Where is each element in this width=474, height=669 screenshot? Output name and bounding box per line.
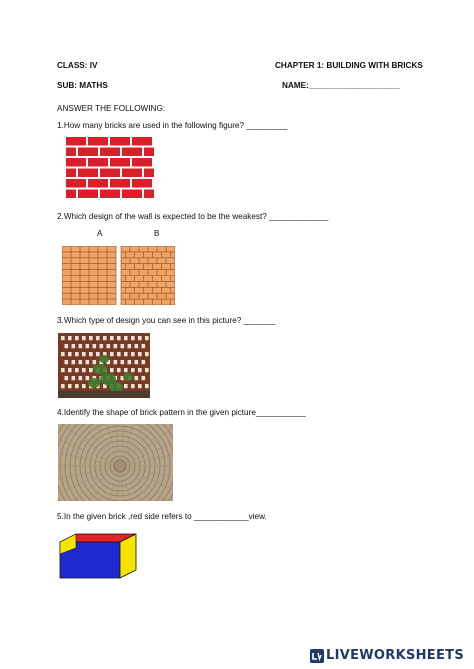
- brick: [78, 169, 98, 178]
- footer-brand-text: LIVEWORKSHEETS: [326, 648, 464, 663]
- brick: [66, 158, 86, 167]
- brick: [110, 179, 130, 188]
- brick: [144, 190, 154, 199]
- brick: [122, 148, 142, 157]
- brick: [100, 190, 120, 199]
- option-b-label: B: [154, 229, 160, 238]
- brick: [88, 179, 108, 188]
- brick: [66, 137, 86, 146]
- brick: [110, 137, 130, 146]
- brick: [122, 169, 142, 178]
- footer-brand: [310, 648, 464, 663]
- question-1-text: 1.How many bricks are used in the following figure? _________: [57, 121, 288, 130]
- brick: [132, 179, 152, 188]
- brick: [66, 190, 76, 199]
- brick: [144, 169, 154, 178]
- option-a-label: A: [97, 229, 103, 238]
- brick: [100, 169, 120, 178]
- class-label: CLASS: IV: [57, 61, 98, 70]
- wall-a: [62, 246, 116, 305]
- brick: [132, 158, 152, 167]
- question-4-text: 4.Identify the shape of brick pattern in the given picture___________: [57, 408, 306, 417]
- chapter-title: CHAPTER 1: BUILDING WITH BRICKS: [275, 61, 423, 70]
- brick-cuboid-image: [58, 532, 138, 582]
- cuboid-side-face: [120, 534, 136, 578]
- lattice-brick-wall-photo: [58, 333, 150, 398]
- red-brick-wall-image: [66, 136, 154, 198]
- brick: [88, 137, 108, 146]
- instructions-text: ANSWER THE FOLLOWING:: [57, 104, 166, 113]
- circular-paving-photo: [58, 424, 173, 501]
- brick: [78, 148, 98, 157]
- subject-label: SUB: MATHS: [57, 81, 108, 90]
- brick: [144, 148, 154, 157]
- brick: [66, 148, 76, 157]
- brick: [88, 158, 108, 167]
- liveworksheets-logo-icon: [310, 649, 326, 663]
- brick: [78, 190, 98, 199]
- brick: [122, 190, 142, 199]
- brick: [66, 179, 86, 188]
- brick: [110, 158, 130, 167]
- question-3-text: 3.Which type of design you can see in this picture? _______: [57, 316, 276, 325]
- wall-b: [121, 246, 175, 305]
- question-2-text: 2.Which design of the wall is expected to be the weakest? _____________: [57, 212, 329, 221]
- wall-designs-image: [62, 246, 175, 305]
- name-field[interactable]: NAME:____________________: [282, 81, 400, 90]
- brick: [132, 137, 152, 146]
- question-5-text: 5.In the given brick ,red side refers to ____________view.: [57, 512, 267, 521]
- brick: [100, 148, 120, 157]
- brick: [66, 169, 76, 178]
